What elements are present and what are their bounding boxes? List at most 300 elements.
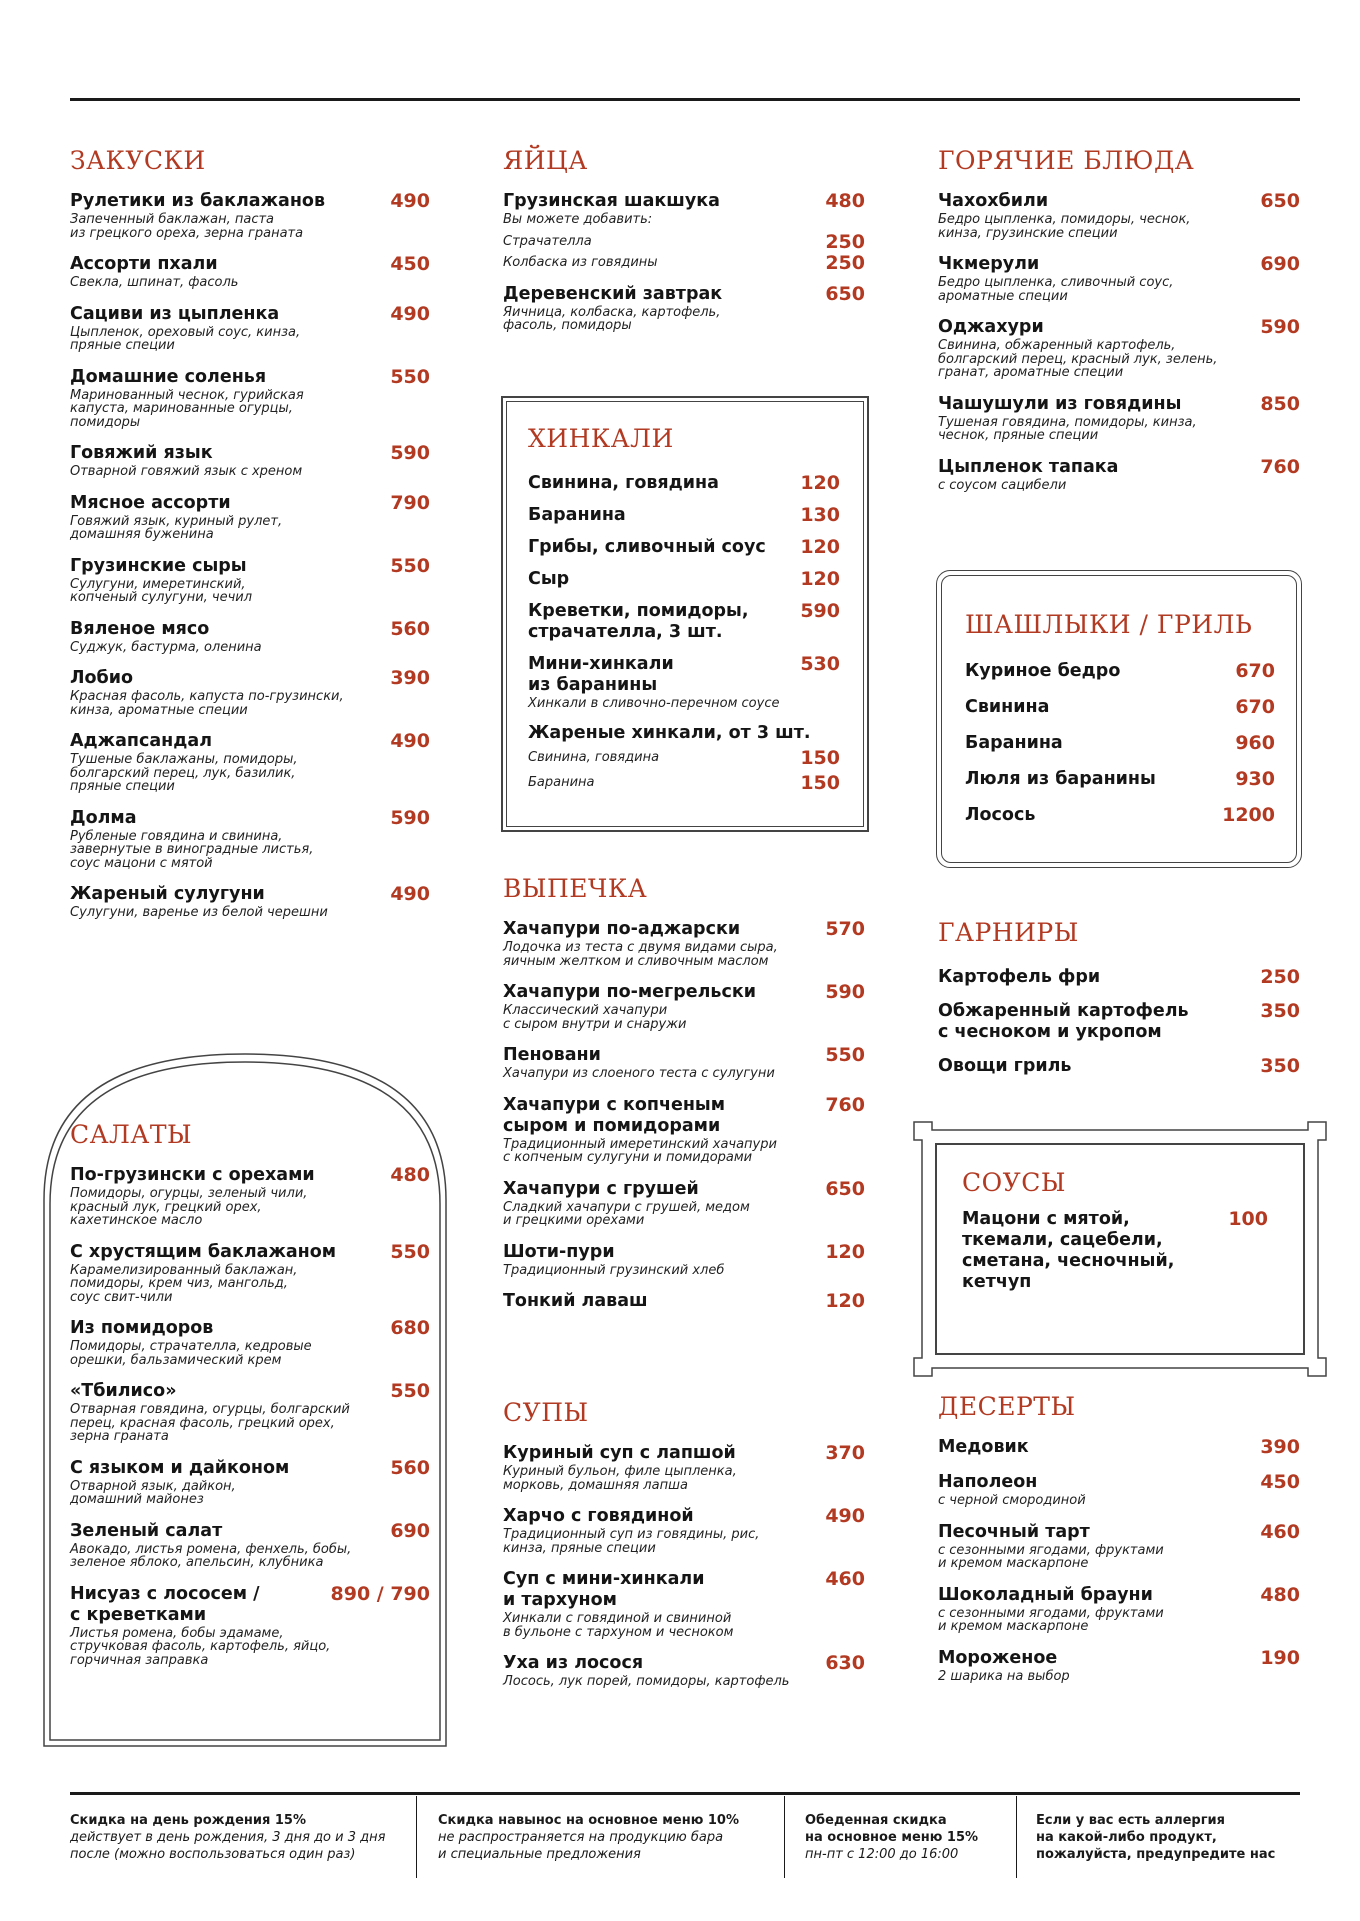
menu-item	[70, 1381, 430, 1444]
item-price: 490	[390, 190, 430, 212]
footer-birthday-title: Скидка на день рождения 15%	[70, 1813, 306, 1828]
addon-price: 250	[825, 230, 865, 253]
menu-item-row	[528, 473, 840, 494]
menu-item	[503, 1569, 865, 1639]
item-price: 550	[390, 1240, 430, 1263]
item-price: 680	[390, 1317, 430, 1339]
garniry-list	[938, 967, 1300, 1077]
item-name: Медовик	[938, 1437, 1029, 1457]
supy-section	[503, 1400, 865, 1703]
item-name: Наполеон	[938, 1472, 1038, 1492]
menu-item-row	[938, 394, 1300, 415]
item-name: Мороженое	[938, 1647, 1058, 1668]
menu-item	[503, 1506, 865, 1555]
item-name: Тонкий лаваш	[503, 1291, 648, 1311]
item-price: 190	[1260, 1646, 1300, 1669]
item-name: Уха из лосося	[503, 1653, 644, 1673]
item-name: Нисуаз с лососем / с креветками	[70, 1583, 260, 1625]
footer-separator	[416, 1796, 417, 1878]
menu-item-row	[70, 668, 430, 689]
menu-item	[503, 1045, 865, 1081]
salaty-list	[70, 1165, 430, 1667]
item-price: 350	[1260, 1000, 1300, 1022]
item-name: Цыпленок тапака	[938, 456, 1119, 477]
item-desc: Красная фасоль, капуста по-грузински, кинза, ароматные специи	[70, 689, 344, 718]
item-desc: 2 шарика на выбор	[938, 1668, 1070, 1684]
menu-item-row	[528, 505, 840, 526]
menu-item-row	[938, 1648, 1300, 1669]
item-price: 480	[825, 190, 865, 212]
item-price: 650	[1260, 190, 1300, 212]
menu-item	[503, 1291, 865, 1312]
item-name: Креветки, помидоры, страчателла, 3 шт.	[528, 601, 749, 642]
menu-item	[70, 1521, 430, 1570]
menu-item-row	[503, 1179, 865, 1200]
section-title-sousy: СОУСЫ	[962, 1168, 1066, 1197]
menu-item	[965, 697, 1275, 718]
menu-item	[70, 668, 430, 717]
section-title-yaica: ЯЙЦА	[503, 146, 588, 175]
item-name: Сациви из цыпленка	[70, 303, 280, 324]
item-name: Жареный сулугуни	[70, 884, 265, 904]
addon-name: Страчателла	[503, 233, 592, 249]
item-desc: Яичница, колбаска, картофель, фасоль, помидоры	[503, 304, 721, 333]
footer-lunch-title: Обеденная скидка на основное меню 15%	[805, 1813, 979, 1845]
item-price: 460	[1260, 1520, 1300, 1543]
menu-item-row	[503, 1506, 865, 1527]
item-name: Из помидоров	[70, 1318, 214, 1338]
item-name: Хачапури по-аджарски	[503, 919, 741, 939]
item-name: Грузинская шакшука	[503, 191, 720, 211]
item-name: Грузинские сыры	[70, 555, 247, 576]
option-name: Баранина	[528, 774, 595, 790]
section-title-zakuski: ЗАКУСКИ	[70, 146, 206, 175]
zakuski-list	[70, 191, 430, 920]
garniry-section	[938, 920, 1300, 1090]
menu-item	[70, 493, 430, 542]
menu-item-row	[528, 537, 840, 558]
menu-item-breakfast	[503, 284, 865, 333]
menu-item-row	[938, 254, 1300, 275]
option-row	[528, 748, 840, 769]
item-price: 120	[825, 1290, 865, 1312]
menu-item-row	[70, 808, 430, 829]
item-price: 560	[390, 617, 430, 640]
section-title-supy: СУПЫ	[503, 1398, 589, 1427]
section-title-salaty: САЛАТЫ	[70, 1120, 193, 1149]
item-name: Чашушули из говядины	[938, 393, 1182, 414]
menu-item	[503, 919, 865, 968]
item-name: Куриное бедро	[965, 661, 1121, 681]
item-name: Сыр	[528, 569, 570, 589]
addon-name: Колбаска из говядины	[503, 254, 658, 270]
menu-item	[528, 537, 840, 558]
option-price: 150	[800, 771, 840, 794]
item-name: Грибы, сливочный соус	[528, 537, 766, 557]
menu-item-row	[70, 1521, 430, 1542]
footer-takeaway-text: не распространяется на продукцию бара и специальные предложения	[438, 1830, 724, 1862]
item-name: Обжаренный картофель с чесноком и укропом	[938, 1001, 1189, 1042]
menu-item	[70, 1242, 430, 1305]
option-price: 150	[800, 746, 840, 769]
item-price: 560	[390, 1456, 430, 1479]
menu-item	[965, 733, 1275, 754]
item-name: Хачапури с грушей	[503, 1178, 699, 1199]
menu-item	[938, 1585, 1300, 1634]
menu-item-row	[70, 1242, 430, 1263]
menu-item-row	[70, 884, 430, 905]
menu-item-row	[938, 1001, 1300, 1043]
item-desc: Свинина, обжаренный картофель, болгарский перец, красный лук, зелень, гранат, ароматные специи	[938, 338, 1218, 380]
item-desc: Отварной говяжий язык с хреном	[70, 464, 303, 479]
item-price: 760	[1260, 455, 1300, 478]
menu-item	[70, 808, 430, 871]
item-name: Мини-хинкали из баранины	[528, 654, 674, 695]
menu-item-row	[528, 569, 840, 590]
menu-item-row	[938, 317, 1300, 338]
item-price: 550	[390, 554, 430, 577]
menu-item-row	[938, 191, 1300, 212]
hinkali-list	[528, 473, 840, 643]
menu-item	[528, 569, 840, 590]
deserty-list	[938, 1437, 1300, 1683]
menu-item	[528, 505, 840, 526]
item-desc: Помидоры, огурцы, зеленый чили, красный лук, грецкий орех, кахетинское масло	[70, 1186, 308, 1228]
menu-item-row	[70, 731, 430, 752]
item-desc: Маринованный чеснок, гурийская капуста, маринованные огурцы, помидоры	[70, 387, 304, 430]
item-desc: Куриный бульон, филе цыпленка, морковь, домашняя лапша	[503, 1464, 737, 1493]
item-price: 890 / 790	[330, 1582, 430, 1605]
item-desc: Классический хачапури с сыром внутри и снаружи	[503, 1003, 687, 1032]
item-price: 550	[825, 1044, 865, 1066]
item-desc: Отварной язык, дайкон, домашний майонез	[70, 1478, 236, 1507]
item-price: 550	[390, 365, 430, 388]
item-price: 390	[390, 667, 430, 689]
menu-item-row	[503, 982, 865, 1003]
menu-item-row	[503, 1095, 865, 1137]
footer-takeaway-title: Скидка навынос на основное меню 10%	[438, 1813, 739, 1828]
item-price: 120	[800, 536, 840, 558]
menu-item-row	[70, 304, 430, 325]
item-price: 650	[825, 1177, 865, 1200]
item-name: Долма	[70, 807, 137, 828]
menu-item-row	[938, 457, 1300, 478]
menu-item-row	[938, 1437, 1300, 1458]
item-name: С языком и дайконом	[70, 1457, 290, 1478]
menu-item-row	[70, 493, 430, 514]
menu-item	[70, 367, 430, 430]
menu-item	[70, 1584, 430, 1668]
menu-item	[938, 1648, 1300, 1684]
item-price: 390	[1260, 1436, 1300, 1458]
item-name: С хрустящим баклажаном	[70, 1241, 337, 1262]
section-title-vypechka: ВЫПЕЧКА	[503, 874, 648, 903]
item-desc: с соусом сацибели	[938, 477, 1067, 493]
item-name: Домашние соленья	[70, 366, 267, 387]
menu-item	[938, 254, 1300, 303]
menu-item-row	[965, 697, 1275, 718]
menu-item-sousy	[962, 1209, 1278, 1293]
footer-birthday	[70, 1812, 400, 1863]
section-title-shashlyki: ШАШЛЫКИ / ГРИЛЬ	[965, 610, 1253, 639]
menu-item-row	[70, 1165, 430, 1186]
footer-allergy	[1036, 1812, 1300, 1863]
item-price: 490	[825, 1505, 865, 1527]
addon-price: 250	[825, 251, 865, 274]
menu-item-row	[503, 919, 865, 940]
vypechka-list	[503, 919, 865, 1312]
item-desc: Свекла, шпинат, фасоль	[70, 275, 239, 290]
menu-item	[938, 191, 1300, 240]
menu-item	[70, 619, 430, 655]
menu-item-mini-hinkali	[528, 654, 840, 711]
item-price: 690	[1260, 253, 1300, 275]
item-price: 760	[825, 1093, 865, 1116]
item-price: 590	[1260, 316, 1300, 338]
top-divider	[70, 98, 1300, 101]
menu-item	[70, 1165, 430, 1228]
option-row	[528, 773, 840, 794]
item-desc: Запеченный баклажан, паста из грецкого ореха, зерна граната	[70, 212, 304, 241]
item-price: 350	[1260, 1055, 1300, 1077]
goryachie-list	[938, 191, 1300, 492]
item-name: Свинина, говядина	[528, 473, 719, 493]
menu-item-shakshuka	[503, 191, 865, 274]
menu-item	[70, 1458, 430, 1507]
menu-item	[938, 1056, 1300, 1077]
menu-item-row	[70, 1458, 430, 1479]
menu-item-row	[965, 805, 1275, 826]
item-price: 960	[1235, 732, 1275, 754]
item-desc: Сулугуни, имеретинский, копченый сулугуни, чечил	[70, 576, 253, 605]
menu-item-row	[503, 1291, 865, 1312]
item-price: 570	[825, 918, 865, 940]
menu-item-row	[70, 254, 430, 275]
item-price: 550	[390, 1380, 430, 1402]
item-name: Рулетики из баклажанов	[70, 191, 326, 211]
menu-item	[70, 254, 430, 290]
vypechka-section	[503, 876, 865, 1326]
hinkali-section	[528, 426, 840, 794]
item-name: Говяжий язык	[70, 443, 213, 463]
item-price: 490	[390, 883, 430, 905]
item-name: По-грузински с орехами	[70, 1165, 315, 1185]
footer-lunch-text: пн-пт с 12:00 до 16:00	[805, 1847, 959, 1862]
item-price: 690	[390, 1519, 430, 1542]
menu-item-row	[965, 733, 1275, 754]
goryachie-section	[938, 148, 1300, 506]
menu-item	[503, 982, 865, 1031]
item-price: 450	[1260, 1471, 1300, 1493]
section-title-deserty: ДЕСЕРТЫ	[938, 1392, 1076, 1421]
item-desc: Карамелизированный баклажан, помидоры, крем чиз, мангольд, соус свит-чили	[70, 1262, 298, 1305]
menu-item	[938, 967, 1300, 988]
menu-item-row	[70, 443, 430, 464]
menu-item	[938, 1001, 1300, 1043]
menu-item-row	[938, 1585, 1300, 1606]
item-name: Суп с мини-хинкали и тархуном	[503, 1569, 705, 1610]
item-name: Свинина	[965, 697, 1050, 717]
menu-item-row	[938, 967, 1300, 988]
item-price: 120	[800, 472, 840, 494]
item-desc: Традиционный грузинский хлеб	[503, 1262, 725, 1278]
item-name: Мясное ассорти	[70, 492, 231, 513]
menu-item-row	[70, 1584, 430, 1626]
menu-item	[938, 1472, 1300, 1508]
item-price: 100	[1228, 1208, 1268, 1230]
item-desc: Бедро цыпленка, сливочный соус, ароматные специи	[938, 275, 1174, 304]
item-desc: Суджук, бастурма, оленина	[70, 639, 262, 655]
item-desc: Помидоры, страчателла, кедровые орешки, бальзамический крем	[70, 1339, 312, 1368]
item-price: 450	[390, 253, 430, 275]
item-name: Зеленый салат	[70, 1520, 223, 1541]
menu-item-row	[965, 769, 1275, 790]
menu-item	[938, 317, 1300, 380]
item-desc: с сезонными ягодами, фруктами и кремом маскарпоне	[938, 1542, 1164, 1571]
menu-item-row	[70, 367, 430, 388]
addon-row	[503, 232, 865, 253]
shashlyki-section	[965, 612, 1275, 841]
menu-item-row	[70, 191, 430, 212]
item-name: Ассорти пхали	[70, 254, 218, 274]
item-price: 120	[825, 1240, 865, 1263]
item-desc: Тушеные баклажаны, помидоры, болгарский перец, лук, базилик, пряные специи	[70, 752, 298, 794]
item-price: 670	[1235, 660, 1275, 682]
item-price: 490	[390, 730, 430, 752]
menu-item-row	[70, 1381, 430, 1402]
section-title-goryachie: ГОРЯЧИЕ БЛЮДА	[938, 146, 1195, 175]
item-name: Чахохбили	[938, 191, 1049, 211]
item-name: Харчо с говядиной	[503, 1506, 694, 1526]
item-price: 670	[1235, 696, 1275, 718]
supy-list	[503, 1443, 865, 1689]
menu-item	[70, 731, 430, 794]
item-name: Вяленое мясо	[70, 618, 210, 639]
item-name: Мацони с мятой, ткемали, сацебели, сметана, чесночный, кетчуп	[962, 1209, 1175, 1292]
item-desc: с сезонными ягодами, фруктами и кремом маскарпоне	[938, 1605, 1164, 1634]
menu-item-row	[503, 1443, 865, 1464]
menu-item	[70, 443, 430, 479]
footer-birthday-text: действует в день рождения, 3 дня до и 3 дня после (можно воспользоваться один раз)	[70, 1830, 386, 1862]
item-name: Баранина	[528, 505, 626, 525]
item-desc: Хинкали с говядиной и свининой в бульоне с тархуном и чесноком	[503, 1611, 734, 1640]
item-price: 590	[390, 442, 430, 464]
column-middle	[503, 148, 865, 333]
item-desc: Традиционный имеретинский хачапури с копченым сулугуни и помидорами	[503, 1136, 777, 1165]
footer-takeaway	[438, 1812, 788, 1863]
item-desc: Тушеная говядина, помидоры, кинза, чеснок, пряные специи	[938, 414, 1197, 443]
item-price: 650	[825, 282, 865, 305]
menu-item	[70, 556, 430, 605]
addon-note: Вы можете добавить:	[503, 212, 653, 227]
item-desc: Отварная говядина, огурцы, болгарский перец, красная фасоль, грецкий орех, зерна граната	[70, 1402, 350, 1444]
item-desc: Сладкий хачапури с грушей, медом и грецкими орехами	[503, 1199, 750, 1228]
menu-item-row	[70, 1318, 430, 1339]
item-name: Овощи гриль	[938, 1056, 1072, 1076]
section-title-garniry: ГАРНИРЫ	[938, 918, 1079, 947]
menu-item	[503, 1179, 865, 1228]
addon-row	[503, 253, 865, 274]
item-price: 590	[390, 806, 430, 829]
menu-item	[965, 769, 1275, 790]
item-name: Деревенский завтрак	[503, 283, 723, 304]
menu-item-row	[528, 601, 840, 643]
menu-item-row	[938, 1056, 1300, 1077]
deserty-section	[938, 1394, 1300, 1697]
item-price: 480	[1260, 1583, 1300, 1606]
item-desc: Хинкали в сливочно-перечном соусе	[528, 696, 780, 711]
item-price: 480	[390, 1164, 430, 1186]
item-name: Песочный тарт	[938, 1521, 1090, 1542]
item-price: 590	[825, 981, 865, 1003]
menu-item-row	[503, 1045, 865, 1066]
menu-item-row	[938, 1522, 1300, 1543]
item-name: Хачапури по-мегрельски	[503, 982, 756, 1002]
item-desc: Цыпленок, ореховый соус, кинза, пряные специи	[70, 324, 301, 353]
item-price: 130	[800, 504, 840, 526]
item-price: 850	[1260, 392, 1300, 415]
item-desc: Хачапури из слоеного теста с сулугуни	[503, 1066, 775, 1081]
item-desc: Традиционный суп из говядины, рис, кинза, пряные специи	[503, 1527, 760, 1556]
menu-item-fried-hinkali	[528, 723, 840, 794]
item-desc: Сулугуни, варенье из белой черешни	[70, 905, 328, 920]
item-name: «Тбилисо»	[70, 1381, 177, 1401]
item-desc: Рубленые говядина и свинина, завернутые в виноградные листья, соус мацони с мятой	[70, 828, 314, 871]
item-name: Жареные хинкали, от 3 шт.	[528, 722, 811, 743]
item-price: 120	[800, 568, 840, 590]
item-desc: Лодочка из теста с двумя видами сыра, яичным желтком и сливочным маслом	[503, 940, 778, 969]
menu-item-row	[503, 1653, 865, 1674]
item-name: Шоти-пури	[503, 1241, 615, 1262]
item-name: Хачапури с копченым сыром и помидорами	[503, 1094, 726, 1136]
item-name: Баранина	[965, 733, 1063, 753]
menu-item-row	[70, 619, 430, 640]
item-name: Люля из баранины	[965, 769, 1156, 789]
menu-item	[938, 1437, 1300, 1458]
item-price: 490	[390, 302, 430, 325]
item-name: Лобио	[70, 668, 134, 688]
menu-item	[938, 457, 1300, 493]
item-price: 590	[800, 600, 840, 622]
item-price: 790	[390, 491, 430, 514]
item-price: 250	[1260, 966, 1300, 988]
footer-lunch	[805, 1812, 1005, 1863]
item-price: 930	[1235, 768, 1275, 790]
item-name: Оджахури	[938, 317, 1044, 337]
item-price: 630	[825, 1652, 865, 1674]
menu-item	[528, 473, 840, 494]
item-name: Чкмерули	[938, 254, 1040, 274]
footer-allergy-text: Если у вас есть аллергия на какой-либо продукт, пожалуйста, предупредите нас	[1036, 1813, 1276, 1862]
menu-item	[70, 1318, 430, 1367]
menu-item	[503, 1653, 865, 1689]
item-price: 530	[800, 653, 840, 675]
menu-item	[503, 1443, 865, 1492]
footer-separator	[784, 1796, 785, 1878]
item-desc: Лосось, лук порей, помидоры, картофель	[503, 1674, 790, 1689]
menu-item-row	[503, 1242, 865, 1263]
section-title-hinkali: ХИНКАЛИ	[528, 424, 674, 453]
menu-item-row	[503, 1569, 865, 1611]
menu-item	[528, 601, 840, 643]
menu-item	[938, 1522, 1300, 1571]
item-name: Аджапсандал	[70, 731, 213, 751]
column-left-salaty	[70, 1122, 430, 1681]
item-desc: с черной смородиной	[938, 1493, 1086, 1508]
menu-item-row	[965, 661, 1275, 682]
item-desc: Говяжий язык, куриный рулет, домашняя буженина	[70, 513, 283, 542]
menu-item	[503, 1242, 865, 1278]
